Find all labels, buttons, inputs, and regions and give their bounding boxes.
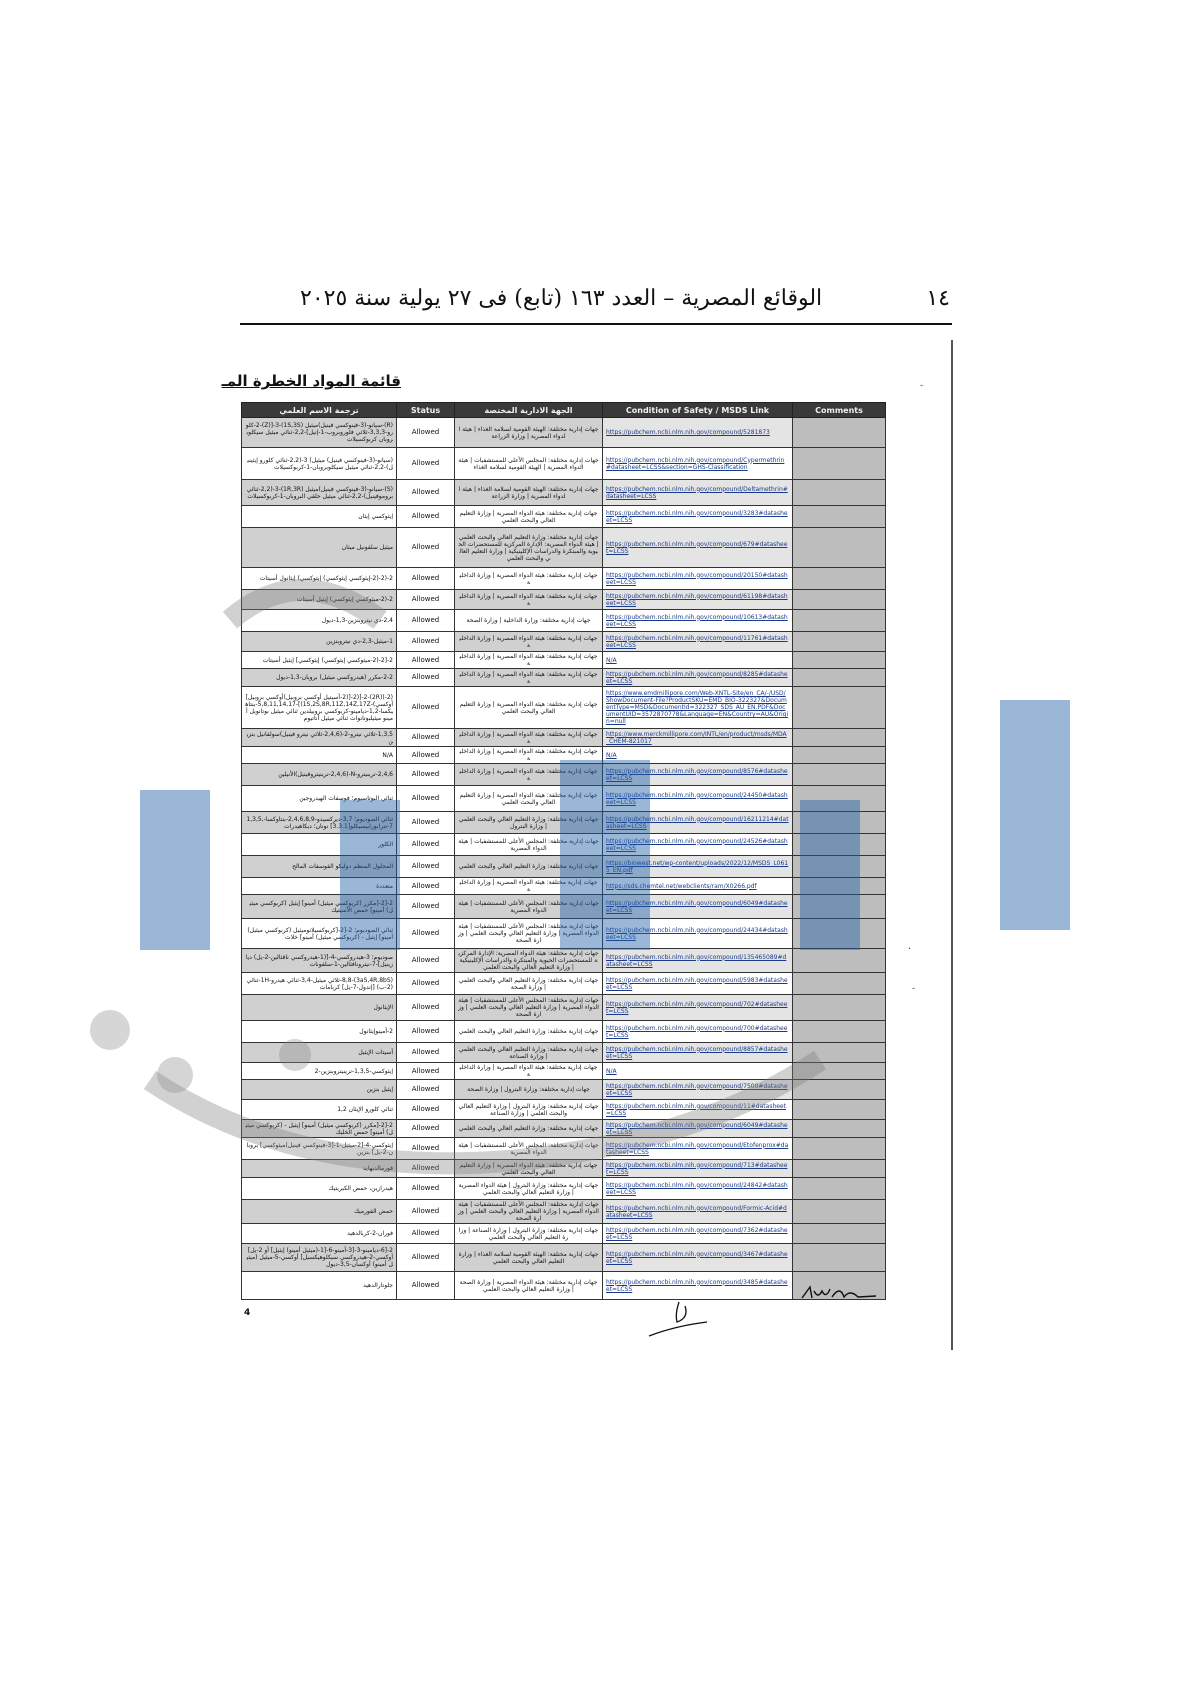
status-cell: Allowed: [397, 1063, 455, 1080]
substance-name-cell: 2-أمينوإيثانول: [242, 1021, 397, 1043]
comments-cell: [793, 1138, 886, 1160]
substance-name-cell: ميثيل سلفونيل ميثان: [242, 528, 397, 568]
status-cell: Allowed: [397, 812, 455, 834]
status-cell: Allowed: [397, 834, 455, 856]
status-cell: Allowed: [397, 729, 455, 747]
table-row: [242, 1224, 886, 1244]
substance-name-cell: 2,4-دي نيتروبنزين-1,3-ديول: [242, 610, 397, 632]
comments-cell: [793, 786, 886, 812]
table-row: [242, 610, 886, 632]
comments-cell: [793, 506, 886, 528]
header-rule: [240, 323, 952, 325]
page-number: ١٤: [926, 285, 950, 311]
status-cell: Allowed: [397, 590, 455, 610]
authority-cell: جهات إدارية مختلفة: المجلس الأعلى للمستشفيات | هيئة الدواء المصرية | وزارة التعليم العالي والبحث العلمي | وزارة الصحة: [455, 1200, 603, 1224]
substance-name-cell: متعددة: [242, 878, 397, 895]
msds-link-cell[interactable]: https://pubchem.ncbi.nlm.nih.gov/compound/8285#datasheet=LCSS: [603, 669, 793, 687]
status-cell: Allowed: [397, 1043, 455, 1063]
status-cell: Allowed: [397, 568, 455, 590]
substance-name-cell: (2-((2R)-2-[(2-[(2-أسيتيل أوكسي بروبيل)أوكسي بروبيل]أوكسي)-1S,2S,8R,11Z,14Z,17Z)]-5,8,11,14,17-بنتاهيكسا-1,2-ديامينو-كربوكسي بروبيلدين ثنائي ميثيل بوتانويل أمينو ميثيلبوتانوات ثنائي ميثيل أناتيوم: [242, 687, 397, 729]
comments-cell: [793, 1224, 886, 1244]
status-cell: Allowed: [397, 652, 455, 669]
status-cell: Allowed: [397, 1021, 455, 1043]
substance-name-cell: إيثوكسي-4-[2-ميثيل-1-[3-فينوكسي فينيل)ميثوكسي] بروبان-2-يل] بنزين: [242, 1138, 397, 1160]
msds-link-cell[interactable]: https://sds.chemtel.net/webclients/ram/X0266.pdf: [603, 878, 793, 895]
table-row: [242, 812, 886, 834]
comments-cell: [793, 652, 886, 669]
table-row: [242, 1178, 886, 1200]
comments-cell: [793, 1080, 886, 1100]
status-cell: Allowed: [397, 1224, 455, 1244]
substance-name-cell: (S)-سيانو-(3-فينوكسي فينيل)ميثيل (1R,3R)-3-(2,2-ثنائي بروموفينيل)-2,2-ثنائي ميثيل حلقي البروبان-1-كربوكسيلات: [242, 480, 397, 506]
substance-name-cell: الإيثانول: [242, 995, 397, 1021]
status-cell: Allowed: [397, 669, 455, 687]
table-header-row: [242, 403, 886, 418]
authority-cell: جهات إدارية مختلفة: المجلس الأعلى للمستشفيات | هيئة الدواء المصرية | وزارة التعليم العالي والبحث العلمي | وزارة الصحة: [455, 995, 603, 1021]
table-row: [242, 687, 886, 729]
scan-page-marker: 4: [244, 1308, 251, 1318]
authority-cell: جهات إدارية مختلفة: هيئة الدواء المصرية | وزارة الداخلية: [455, 878, 603, 895]
comments-cell: [793, 568, 886, 590]
substance-name-cell: 2-2-مكرر (هيدروكسي ميثيل) بروبان-1,3-ديول: [242, 669, 397, 687]
status-cell: Allowed: [397, 1100, 455, 1120]
status-cell: Allowed: [397, 919, 455, 949]
column-header-link: Condition of Safety / MSDS Link: [603, 403, 793, 418]
table-row: [242, 418, 886, 448]
msds-link-cell[interactable]: https://pubchem.ncbi.nlm.nih.gov/compound/713#datasheet=LCSS: [603, 1160, 793, 1178]
status-cell: Allowed: [397, 1272, 455, 1300]
substance-name-cell: صوديوم؛ 3-هيدروكسي-4-[(1-هيدروكسي نافثالين-2-يل) ديازينيل]-7-نيترونافثالين-1-سلفونات: [242, 949, 397, 973]
table-row: [242, 506, 886, 528]
msds-link-cell[interactable]: https://biowest.net/wp-content/uploads/2022/12/MSDS_L0615_EN.pdf: [603, 856, 793, 878]
table-row: [242, 1063, 886, 1080]
margin-mark: ˗: [920, 380, 924, 391]
comments-cell: [793, 1100, 886, 1120]
authority-cell: جهات إدارية مختلفة: وزارة البترول | وزارة الصناعة | وزارة التعليم العالي والبحث العلمي: [455, 1224, 603, 1244]
hazardous-materials-table: [241, 402, 886, 1300]
authority-cell: جهات إدارية مختلفة: هيئة الدواء المصرية | وزارة الداخلية: [455, 669, 603, 687]
msds-link-cell[interactable]: https://pubchem.ncbi.nlm.nih.gov/compound/679#datasheet=LCSS: [603, 528, 793, 568]
substance-name-cell: الكلور: [242, 834, 397, 856]
table-row: [242, 834, 886, 856]
comments-cell: [793, 528, 886, 568]
authority-cell: جهات إدارية مختلفة: الهيئة القومية لسلامة الغذاء | وزارة التعليم العالي والبحث العلمي: [455, 1244, 603, 1272]
authority-cell: جهات إدارية مختلفة: وزارة الداخلية | وزارة الصحة: [455, 610, 603, 632]
comments-cell: [793, 480, 886, 506]
authority-cell: جهات إدارية مختلفة: المجلس الأعلى للمستشفيات | هيئة الدواء المصرية | الهيئة القومية لسلامة الغذاء: [455, 448, 603, 480]
table-row: [242, 1200, 886, 1224]
substance-name-cell: (3aS,4R,8bS)-8,8-ثلاثي ميثيل-3,4-ثنائي هيدرو-1H-ثنائي (2-ب) [إندول-7-يل] كربامات: [242, 973, 397, 995]
comments-cell: [793, 878, 886, 895]
status-cell: Allowed: [397, 687, 455, 729]
table-row: [242, 1100, 886, 1120]
substance-name-cell: ثنائي كلورو الإيثان 1,2: [242, 1100, 397, 1120]
msds-link-cell[interactable]: https://pubchem.ncbi.nlm.nih.gov/compound/6049#datasheet=LCSS: [603, 895, 793, 919]
msds-link-cell[interactable]: https://pubchem.ncbi.nlm.nih.gov/compound/16211214#datasheet=LCSS: [603, 812, 793, 834]
authority-cell: جهات إدارية مختلفة: وزارة البترول | هيئة الدواء المصرية | وزارة التعليم العالي والبحث العلمي: [455, 1178, 603, 1200]
substance-name-cell: 2-(2-(2-إيثوكسي إيثوكسي) إيثوكسي) إيثانول أسيتات: [242, 568, 397, 590]
status-cell: Allowed: [397, 1244, 455, 1272]
table-row: [242, 1244, 886, 1272]
status-cell: Allowed: [397, 856, 455, 878]
msds-link-cell[interactable]: https://pubchem.ncbi.nlm.nih.gov/compound/Cypermethrin#datasheet=LCSS&section=GHS-Classification: [603, 448, 793, 480]
table-row: [242, 1043, 886, 1063]
substance-name-cell: N/A: [242, 747, 397, 764]
status-cell: Allowed: [397, 528, 455, 568]
msds-link-cell[interactable]: https://pubchem.ncbi.nlm.nih.gov/compound/6049#datasheet=LCSS: [603, 1120, 793, 1138]
column-header-status: Status: [397, 403, 455, 418]
authority-cell: جهات إدارية مختلفة: هيئة الدواء المصرية | وزارة التعليم العالي والبحث العلمي: [455, 786, 603, 812]
comments-cell: [793, 729, 886, 747]
status-cell: Allowed: [397, 1200, 455, 1224]
comments-cell: [793, 632, 886, 652]
table-row: [242, 856, 886, 878]
status-cell: Allowed: [397, 764, 455, 786]
msds-link-cell[interactable]: https://pubchem.ncbi.nlm.nih.gov/compound/24842#datasheet=LCSS: [603, 1178, 793, 1200]
authority-cell: جهات إدارية مختلفة: هيئة الدواء المصرية | وزارة التعليم العالي والبحث العلمي: [455, 1160, 603, 1178]
msds-link-cell[interactable]: https://pubchem.ncbi.nlm.nih.gov/compound/11761#datasheet=LCSS: [603, 632, 793, 652]
substance-name-cell: فوران-2-كربالدهيد: [242, 1224, 397, 1244]
table-row: [242, 669, 886, 687]
column-header-comments: Comments: [793, 403, 886, 418]
msds-link-cell[interactable]: https://pubchem.ncbi.nlm.nih.gov/compound/11#datasheet=LCSS: [603, 1100, 793, 1120]
status-cell: Allowed: [397, 747, 455, 764]
status-cell: Allowed: [397, 480, 455, 506]
comments-cell: [793, 1120, 886, 1138]
authority-cell: جهات إدارية مختلفة: هيئة الدواء المصرية | وزارة التعليم العالي والبحث العلمي: [455, 687, 603, 729]
table-row: [242, 747, 886, 764]
substance-name-cell: 2-[6-ديامينو-3-[3-أمينو-6-[1-(ميثيل أمينو) إيثيل] أو 2-يل] أوكسي-2-هيدروكسي سيكلوهيكسيل] أوكسي-5-ميثيل (ميثيل أمينو) أوكسان-3,5-ديول: [242, 1244, 397, 1272]
substance-name-cell: إيثيل بنزين: [242, 1080, 397, 1100]
substance-name-cell: 2-[2-[مكرر (كربوكسي ميثيل) أمينو] إيثيل (كربوكسي ميثيل) أمينو] حمض الأسيتيك: [242, 895, 397, 919]
substance-name-cell: أسيتات الإيثيل: [242, 1043, 397, 1063]
authority-cell: جهات إدارية مختلفة: وزارة التعليم العالي والبحث العلمي: [455, 1021, 603, 1043]
msds-link-cell[interactable]: https://pubchem.ncbi.nlm.nih.gov/compound/5281873: [603, 418, 793, 448]
document-title: قائمة المواد الخطرة المـ: [221, 372, 401, 390]
gazette-title: الوقائع المصرية – العدد ١٦٣ (تابع) فى ٢٧ يولية سنة ٢٠٢٥: [300, 285, 823, 311]
authority-cell: جهات إدارية مختلفة: المجلس الأعلى للمستشفيات | هيئة الدواء المصرية: [455, 1138, 603, 1160]
substance-name-cell: إيثوكسي-1,3,5-ترينيتروبنزين-2: [242, 1063, 397, 1080]
table-row: [242, 1080, 886, 1100]
table-row: [242, 786, 886, 812]
comments-cell: [793, 1043, 886, 1063]
substance-name-cell: حمض الفورميك: [242, 1200, 397, 1224]
msds-link-cell[interactable]: https://pubchem.ncbi.nlm.nih.gov/compound/Deltamethrin#datasheet=LCSS: [603, 480, 793, 506]
comments-cell: [793, 834, 886, 856]
status-cell: Allowed: [397, 1178, 455, 1200]
authority-cell: جهات إدارية مختلفة: هيئة الدواء المصرية | وزارة الداخلية: [455, 1063, 603, 1080]
substance-name-cell: (سيانو-(3-فينوكسي فينيل) ميثيل) 3-(2,2-ثنائي كلورو إيثينيل)-2,2-ثنائي ميثيل سيكلوبروبان-1-كربوكسيلات: [242, 448, 397, 480]
authority-cell: جهات إدارية مختلفة: وزارة التعليم العالي والبحث العلمي | وزارة البترول: [455, 812, 603, 834]
msds-link-cell[interactable]: https://pubchem.ncbi.nlm.nih.gov/compound/Formic-Acid#datasheet=LCSS: [603, 1200, 793, 1224]
authority-cell: جهات إدارية مختلفة: وزارة البترول | وزارة التعليم العالي والبحث العلمي | وزارة الصناعة: [455, 1100, 603, 1120]
comments-cell: [793, 973, 886, 995]
status-cell: Allowed: [397, 895, 455, 919]
authority-cell: جهات إدارية مختلفة: وزارة التعليم العالي والبحث العلمي | هيئة الدواء المصرية: الإدارة المركزية للمستحضرات الحيوية والمبتكرة والدراسات الإكلينيكية | وزارة التعليم العالي والبحث العلمي: [455, 528, 603, 568]
comments-cell: [793, 764, 886, 786]
substance-name-cell: فورمالديهايد: [242, 1160, 397, 1178]
table-row: [242, 652, 886, 669]
status-cell: Allowed: [397, 418, 455, 448]
authority-cell: جهات إدارية مختلفة: وزارة التعليم العالي والبحث العلمي: [455, 1120, 603, 1138]
comments-cell: [793, 812, 886, 834]
comments-cell: [793, 1021, 886, 1043]
authority-cell: جهات إدارية مختلفة: وزارة التعليم العالي والبحث العلمي: [455, 856, 603, 878]
authority-cell: جهات إدارية مختلفة: هيئة الدواء المصرية | وزارة الداخلية: [455, 590, 603, 610]
msds-link-cell[interactable]: https://pubchem.ncbi.nlm.nih.gov/compound/135465089#datasheet=LCSS: [603, 949, 793, 973]
msds-link-cell[interactable]: https://www.emdmillipore.com/Web-XNTL-Site/en_CA/-/USD/ShowDocument-File?ProductSKU=EMD_BIO-322327&DocumentType=MSD&DocumentId=322327_SDS_AU_EN.PDF&DocumentUID=3572870778&Language=EN&Country=AU&Origin=null: [603, 687, 793, 729]
comments-cell: [793, 1200, 886, 1224]
authority-cell: جهات إدارية مختلفة: هيئة الدواء المصرية | وزارة الداخلية: [455, 652, 603, 669]
column-header-authority: الجهة الادارية المختصة: [455, 403, 603, 418]
status-cell: Allowed: [397, 1080, 455, 1100]
authority-cell: جهات إدارية مختلفة: هيئة الدواء المصرية | وزارة الداخلية: [455, 729, 603, 747]
authority-cell: جهات إدارية مختلفة: هيئة الدواء المصرية | وزارة الداخلية: [455, 568, 603, 590]
scan-edge-line: [951, 340, 953, 1350]
authority-cell: جهات إدارية مختلفة: الهيئة القومية لسلامة الغذاء | هيئة الدواء المصرية | وزارة الزراعة: [455, 480, 603, 506]
comments-cell: [793, 669, 886, 687]
msds-link-cell[interactable]: https://www.merckmillipore.com/INTL/en/product/msds/MDA_CHEM-821017: [603, 729, 793, 747]
status-cell: Allowed: [397, 632, 455, 652]
comments-cell: [793, 1063, 886, 1080]
msds-link-cell[interactable]: https://pubchem.ncbi.nlm.nih.gov/compound/20150#datasheet=LCSS: [603, 568, 793, 590]
msds-link-cell[interactable]: https://pubchem.ncbi.nlm.nih.gov/compound/24434#datasheet=LCSS: [603, 919, 793, 949]
authority-cell: جهات إدارية مختلفة: وزارة التعليم العالي والبحث العلمي | وزارة الصناعة: [455, 1043, 603, 1063]
substance-name-cell: 2-[2-(2-ميثوكسي إيثوكسي) إيثوكسي] إيثيل أسيتات: [242, 652, 397, 669]
authority-cell: جهات إدارية مختلفة: هيئة الدواء المصرية | وزارة الداخلية: [455, 747, 603, 764]
signature-scribble: [800, 1283, 880, 1303]
authority-cell: جهات إدارية مختلفة: هيئة الدواء المصرية | وزارة الصحة | وزارة التعليم العالي والبحث العلمي: [455, 1272, 603, 1300]
msds-link-cell[interactable]: https://pubchem.ncbi.nlm.nih.gov/compound/3283#datasheet=LCSS: [603, 506, 793, 528]
authority-cell: جهات إدارية مختلفة: هيئة الدواء المصرية | وزارة الداخلية: [455, 764, 603, 786]
page-header: [300, 278, 950, 318]
table-row: [242, 590, 886, 610]
status-cell: Allowed: [397, 1160, 455, 1178]
table-row: [242, 729, 886, 747]
status-cell: Allowed: [397, 973, 455, 995]
table-row: [242, 528, 886, 568]
status-cell: Allowed: [397, 949, 455, 973]
table-row: [242, 1021, 886, 1043]
comments-cell: [793, 856, 886, 878]
table-row: [242, 1138, 886, 1160]
table-row: [242, 995, 886, 1021]
substance-name-cell: (R)-سيانو-(3-فينوكسي فينيل)ميثيل (1S,3S)-3-[(Z)-2-كلورو-3,3,3-ثلاثي فلوروبروب-1-إنيل]-2,2-ثنائي ميثيل سيكلوبروبان كربوكسيلات: [242, 418, 397, 448]
substance-name-cell: 1-ميثيل-2,3-دي نيتروبنزين: [242, 632, 397, 652]
msds-link-cell[interactable]: https://pubchem.ncbi.nlm.nih.gov/compound/7500#datasheet=LCSS: [603, 1080, 793, 1100]
authority-cell: جهات إدارية مختلفة: المجلس الأعلى للمستشفيات | هيئة الدواء المصرية: [455, 834, 603, 856]
msds-link-cell[interactable]: https://pubchem.ncbi.nlm.nih.gov/compound/Etofenprox#datasheet=LCSS: [603, 1138, 793, 1160]
authority-cell: جهات إدارية مختلفة: الهيئة القومية لسلامة الغذاء | هيئة الدواء المصرية | وزارة الزراعة: [455, 418, 603, 448]
substance-name-cell: 1,3,5-ثلاثي نيترو-2-(2,4,6-ثلاثي نيترو فينيل)سولفانيل بنزين: [242, 729, 397, 747]
substance-name-cell: المحلول المنظم دوليكو الفوسفات المالح: [242, 856, 397, 878]
msds-link-cell[interactable]: N/A: [603, 1063, 793, 1080]
substance-name-cell: ثنائي الصوديوم؛ 2-[2-[كربوكسيلاتوميثيل (كربوكسي ميثيل) أمينو] إيثيل - (كربوكسي ميثيل) أمينو] خلات: [242, 919, 397, 949]
msds-link-cell[interactable]: https://pubchem.ncbi.nlm.nih.gov/compound/8857#datasheet=LCSS: [603, 1043, 793, 1063]
msds-link-cell[interactable]: https://pubchem.ncbi.nlm.nih.gov/compound/24450#datasheet=LCSS: [603, 786, 793, 812]
comments-cell: [793, 1160, 886, 1178]
table-row: [242, 949, 886, 973]
substance-name-cell: إيثوكسي إيثان: [242, 506, 397, 528]
msds-link-cell[interactable]: N/A: [603, 747, 793, 764]
authority-cell: جهات إدارية مختلفة: المجلس الأعلى للمستشفيات | هيئة الدواء المصرية | وزارة التعليم العالي والبحث العلمي | وزارة الصحة: [455, 919, 603, 949]
status-cell: Allowed: [397, 448, 455, 480]
authority-cell: جهات إدارية مختلفة: المجلس الأعلى للمستشفيات | هيئة الدواء المصرية: [455, 895, 603, 919]
margin-mark: ˗: [912, 983, 916, 994]
comments-cell: [793, 418, 886, 448]
status-cell: Allowed: [397, 610, 455, 632]
table-row: [242, 878, 886, 895]
comments-cell: [793, 895, 886, 919]
status-cell: Allowed: [397, 995, 455, 1021]
msds-link-cell[interactable]: https://pubchem.ncbi.nlm.nih.gov/compound/702#datasheet=LCSS: [603, 995, 793, 1021]
table-body: [242, 418, 886, 1300]
table-row: [242, 1120, 886, 1138]
comments-cell: [793, 590, 886, 610]
authority-cell: جهات إدارية مختلفة: هيئة الدواء المصرية: الإدارة المركزية للمستحضرات الحيوية والمبتكرة والدراسات الإكلينيكية | وزارة التعليم العالي والبحث العلمي: [455, 949, 603, 973]
substance-name-cell: ثنائي البوتاسيوم؛ فوسفات الهيدروجين: [242, 786, 397, 812]
margin-mark: ·: [908, 944, 912, 955]
table-row: [242, 448, 886, 480]
authority-cell: جهات إدارية مختلفة: وزارة البترول | وزارة الصحة: [455, 1080, 603, 1100]
msds-link-cell[interactable]: https://pubchem.ncbi.nlm.nih.gov/compound/8576#datasheet=LCSS: [603, 764, 793, 786]
comments-cell: [793, 949, 886, 973]
authority-cell: جهات إدارية مختلفة: هيئة الدواء المصرية | وزارة التعليم العالي والبحث العلمي: [455, 506, 603, 528]
table-row: [242, 973, 886, 995]
msds-link-cell[interactable]: https://pubchem.ncbi.nlm.nih.gov/compound/3485#datasheet=LCSS: [603, 1272, 793, 1300]
msds-link-cell[interactable]: https://pubchem.ncbi.nlm.nih.gov/compound/700#datasheet=LCSS: [603, 1021, 793, 1043]
comments-cell: [793, 1178, 886, 1200]
substance-name-cell: هيدرازين، حمض الكبريتيك: [242, 1178, 397, 1200]
substance-name-cell: 2-[2-[مكرر (كربوكسي ميثيل) أمينو] إيثيل - (كربوكسي ميثيل) أمينو] حمض الخليك: [242, 1120, 397, 1138]
column-header-name: ترجمة الاسم العلمي: [242, 403, 397, 418]
substance-name-cell: جلوتارالدهيد: [242, 1272, 397, 1300]
msds-link-cell[interactable]: https://pubchem.ncbi.nlm.nih.gov/compound/10613#datasheet=LCSS: [603, 610, 793, 632]
msds-link-cell[interactable]: https://pubchem.ncbi.nlm.nih.gov/compound/61198#datasheet=LCSS: [603, 590, 793, 610]
table-row: [242, 632, 886, 652]
status-cell: Allowed: [397, 506, 455, 528]
authority-cell: جهات إدارية مختلفة: وزارة التعليم العالي والبحث العلمي | وزارة الصحة: [455, 973, 603, 995]
msds-link-cell[interactable]: https://pubchem.ncbi.nlm.nih.gov/compound/7362#datasheet=LCSS: [603, 1224, 793, 1244]
comments-cell: [793, 687, 886, 729]
msds-link-cell[interactable]: https://pubchem.ncbi.nlm.nih.gov/compound/5983#datasheet=LCSS: [603, 973, 793, 995]
table-row: [242, 480, 886, 506]
table-row: [242, 568, 886, 590]
comments-cell: [793, 919, 886, 949]
table-row: [242, 895, 886, 919]
status-cell: Allowed: [397, 1138, 455, 1160]
authority-cell: جهات إدارية مختلفة: هيئة الدواء المصرية | وزارة الداخلية: [455, 632, 603, 652]
initials-signature: [645, 1292, 725, 1342]
table-row: [242, 1160, 886, 1178]
status-cell: Allowed: [397, 1120, 455, 1138]
comments-cell: [793, 610, 886, 632]
msds-link-cell[interactable]: https://pubchem.ncbi.nlm.nih.gov/compound/3467#datasheet=LCSS: [603, 1244, 793, 1272]
comments-cell: [793, 995, 886, 1021]
status-cell: Allowed: [397, 878, 455, 895]
msds-link-cell[interactable]: https://pubchem.ncbi.nlm.nih.gov/compound/24526#datasheet=LCSS: [603, 834, 793, 856]
substance-name-cell: 2,4,6-ترينيترو-N-(2,4,6-ترينيتروفينيل)الأنيلين: [242, 764, 397, 786]
comments-cell: [793, 448, 886, 480]
table-row: [242, 1272, 886, 1300]
comments-cell: [793, 747, 886, 764]
substance-name-cell: ثنائي الصوديوم؛ 3,7-ديركسيدو-2,4,6,8,9-بنتاوكسا-1,3,5,7-تترابورابيسيكلو[3.3.1] نونان؛ ديكاهيدرات: [242, 812, 397, 834]
table-row: [242, 919, 886, 949]
table-row: [242, 764, 886, 786]
comments-cell: [793, 1244, 886, 1272]
msds-link-cell[interactable]: N/A: [603, 652, 793, 669]
status-cell: Allowed: [397, 786, 455, 812]
substance-name-cell: 2-(2-ميثوكسي إيثوكسي) إيثيل أسيتات: [242, 590, 397, 610]
